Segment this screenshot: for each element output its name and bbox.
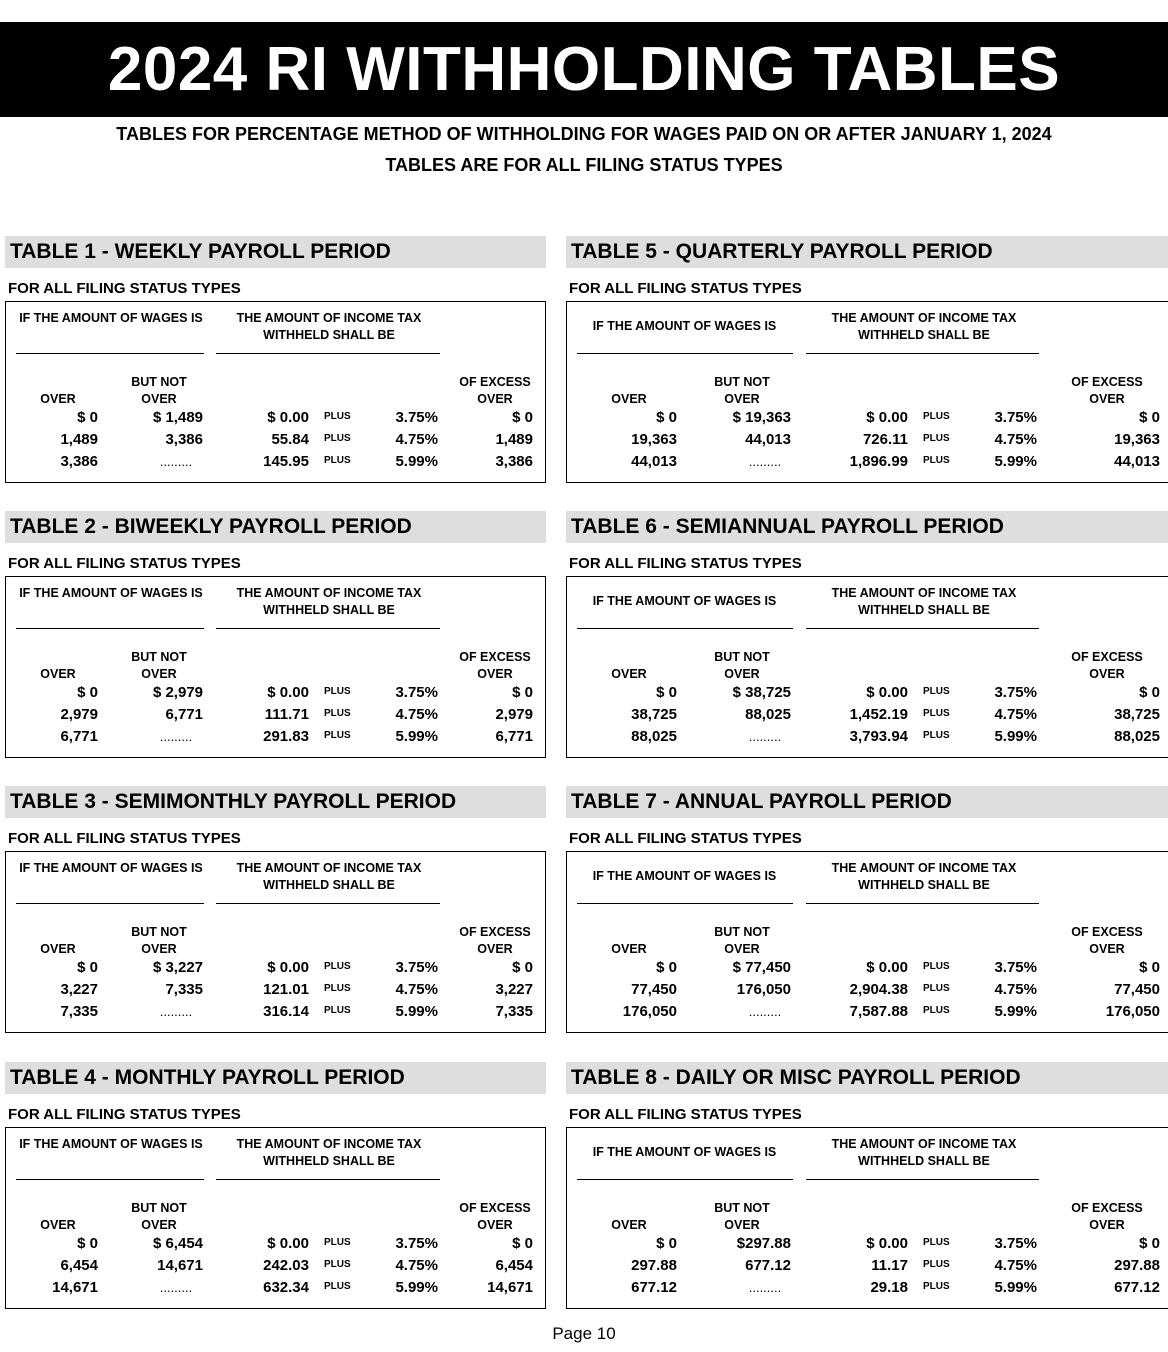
over-value: $ 0 bbox=[656, 409, 677, 426]
over-value: 77,450 bbox=[631, 981, 677, 998]
withholding-table-1 bbox=[5, 236, 546, 483]
table-box bbox=[566, 301, 1168, 483]
excess-over-value: $ 0 bbox=[1139, 959, 1160, 976]
over-value: 7,335 bbox=[60, 1003, 98, 1020]
excess-over-header: OF EXCESS OVER bbox=[459, 375, 531, 406]
table-box bbox=[5, 301, 546, 483]
tax-header: THE AMOUNT OF INCOME TAX WITHHELD SHALL BE bbox=[831, 586, 1017, 617]
over-header: OVER bbox=[40, 392, 76, 406]
base-tax-value: 11.17 bbox=[871, 1257, 908, 1274]
wages-header: IF THE AMOUNT OF WAGES IS bbox=[19, 861, 203, 875]
withholding-table-2 bbox=[5, 511, 546, 758]
wages-header-rule bbox=[577, 353, 793, 354]
plus-label: PLUS bbox=[324, 708, 351, 719]
wages-header-rule bbox=[577, 628, 793, 629]
base-tax-value: $ 0.00 bbox=[866, 409, 908, 426]
but-not-over-header: BUT NOT OVER bbox=[131, 375, 187, 406]
but-not-over-header: BUT NOT OVER bbox=[714, 375, 770, 406]
excess-over-value: 44,013 bbox=[1114, 453, 1160, 470]
but-not-over-value: 677.12 bbox=[745, 1257, 791, 1274]
base-tax-value: 726.11 bbox=[862, 431, 908, 448]
excess-over-value: 6,771 bbox=[495, 728, 533, 745]
but-not-over-header: BUT NOT OVER bbox=[714, 650, 770, 681]
base-tax-value: $ 0.00 bbox=[866, 684, 908, 701]
base-tax-value: 29.18 bbox=[870, 1279, 908, 1296]
over-value: $ 0 bbox=[77, 959, 98, 976]
withholding-table-7 bbox=[566, 786, 1168, 1033]
base-tax-value: $ 0.00 bbox=[267, 409, 309, 426]
plus-label: PLUS bbox=[923, 730, 950, 741]
excess-over-value: $ 0 bbox=[1139, 409, 1160, 426]
over-value: $ 0 bbox=[77, 1235, 98, 1252]
but-not-over-value: 6,771 bbox=[165, 706, 203, 723]
table-title: TABLE 8 - DAILY OR MISC PAYROLL PERIOD bbox=[566, 1062, 1168, 1094]
base-tax-value: 7,587.88 bbox=[849, 1003, 908, 1020]
but-not-over-value: $ 38,725 bbox=[732, 684, 791, 701]
but-not-over-value: $ 1,489 bbox=[152, 409, 203, 426]
excess-over-value: 3,386 bbox=[495, 453, 533, 470]
over-value: 6,454 bbox=[60, 1257, 98, 1274]
excess-over-header: OF EXCESS OVER bbox=[1071, 375, 1143, 406]
table-title: TABLE 1 - WEEKLY PAYROLL PERIOD bbox=[5, 236, 546, 268]
over-value: 297.88 bbox=[631, 1257, 677, 1274]
plus-label: PLUS bbox=[923, 961, 950, 972]
withholding-table-3 bbox=[5, 786, 546, 1033]
base-tax-value: 1,896.99 bbox=[849, 453, 908, 470]
excess-over-value: 14,671 bbox=[487, 1279, 533, 1296]
wages-header: IF THE AMOUNT OF WAGES IS bbox=[19, 311, 203, 325]
rate-value: 3.75% bbox=[395, 959, 438, 976]
excess-over-value: $ 0 bbox=[512, 409, 533, 426]
table-title: TABLE 4 - MONTHLY PAYROLL PERIOD bbox=[5, 1062, 546, 1094]
rate-value: 4.75% bbox=[994, 981, 1037, 998]
but-not-over-value: 7,335 bbox=[165, 981, 203, 998]
withholding-table-6 bbox=[566, 511, 1168, 758]
but-not-over-value: ......... bbox=[748, 1280, 782, 1295]
but-not-over-value: 44,013 bbox=[745, 431, 791, 448]
plus-label: PLUS bbox=[923, 433, 950, 444]
excess-over-header: OF EXCESS OVER bbox=[459, 650, 531, 681]
over-header: OVER bbox=[611, 392, 647, 406]
rate-value: 5.99% bbox=[994, 453, 1037, 470]
plus-label: PLUS bbox=[324, 455, 351, 466]
excess-over-value: 3,227 bbox=[495, 981, 533, 998]
but-not-over-value: ......... bbox=[159, 454, 193, 469]
tax-header-rule bbox=[216, 628, 440, 629]
over-value: 3,227 bbox=[60, 981, 98, 998]
withholding-table-5 bbox=[566, 236, 1168, 483]
excess-over-value: 19,363 bbox=[1114, 431, 1160, 448]
plus-label: PLUS bbox=[324, 1237, 351, 1248]
but-not-over-value: 88,025 bbox=[745, 706, 791, 723]
over-value: $ 0 bbox=[656, 684, 677, 701]
base-tax-value: 3,793.94 bbox=[849, 728, 908, 745]
plus-label: PLUS bbox=[324, 730, 351, 741]
rate-value: 3.75% bbox=[994, 1235, 1037, 1252]
table-title: TABLE 6 - SEMIANNUAL PAYROLL PERIOD bbox=[566, 511, 1168, 543]
excess-over-value: 297.88 bbox=[1114, 1257, 1160, 1274]
excess-over-value: 2,979 bbox=[495, 706, 533, 723]
but-not-over-header: BUT NOT OVER bbox=[131, 650, 187, 681]
base-tax-value: $ 0.00 bbox=[866, 959, 908, 976]
page-number: Page 10 bbox=[552, 1324, 616, 1343]
but-not-over-value: 14,671 bbox=[157, 1257, 203, 1274]
but-not-over-value: ......... bbox=[159, 1280, 193, 1295]
tax-header: THE AMOUNT OF INCOME TAX WITHHELD SHALL BE bbox=[831, 1137, 1017, 1168]
over-value: $ 0 bbox=[656, 1235, 677, 1252]
but-not-over-value: 3,386 bbox=[165, 431, 203, 448]
wages-header: IF THE AMOUNT OF WAGES IS bbox=[592, 319, 777, 333]
base-tax-value: 2,904.38 bbox=[849, 981, 908, 998]
filing-status-label: FOR ALL FILING STATUS TYPES bbox=[8, 1106, 241, 1123]
rate-value: 3.75% bbox=[994, 684, 1037, 701]
plus-label: PLUS bbox=[324, 686, 351, 697]
but-not-over-header: BUT NOT OVER bbox=[714, 1201, 770, 1232]
filing-status-label: FOR ALL FILING STATUS TYPES bbox=[569, 1106, 802, 1123]
wages-header: IF THE AMOUNT OF WAGES IS bbox=[19, 1137, 203, 1151]
table-box bbox=[5, 576, 546, 758]
table-title: TABLE 2 - BIWEEKLY PAYROLL PERIOD bbox=[5, 511, 546, 543]
base-tax-value: 1,452.19 bbox=[849, 706, 908, 723]
but-not-over-value: $297.88 bbox=[736, 1235, 791, 1252]
plus-label: PLUS bbox=[923, 1005, 950, 1016]
plus-label: PLUS bbox=[923, 1237, 950, 1248]
base-tax-value: $ 0.00 bbox=[267, 959, 309, 976]
subtitle-status: TABLES ARE FOR ALL FILING STATUS TYPES bbox=[385, 155, 783, 175]
over-value: 44,013 bbox=[631, 453, 677, 470]
rate-value: 5.99% bbox=[994, 1003, 1037, 1020]
plus-label: PLUS bbox=[324, 983, 351, 994]
rate-value: 3.75% bbox=[994, 959, 1037, 976]
over-value: 88,025 bbox=[631, 728, 677, 745]
plus-label: PLUS bbox=[923, 708, 950, 719]
tax-header-rule bbox=[806, 903, 1039, 904]
rate-value: 4.75% bbox=[395, 981, 438, 998]
excess-over-value: $ 0 bbox=[512, 684, 533, 701]
but-not-over-header: BUT NOT OVER bbox=[131, 1201, 187, 1232]
plus-label: PLUS bbox=[923, 1281, 950, 1292]
filing-status-label: FOR ALL FILING STATUS TYPES bbox=[8, 830, 241, 847]
but-not-over-value: ......... bbox=[748, 454, 782, 469]
base-tax-value: 121.01 bbox=[263, 981, 309, 998]
rate-value: 5.99% bbox=[395, 728, 438, 745]
excess-over-value: 88,025 bbox=[1114, 728, 1160, 745]
tax-header: THE AMOUNT OF INCOME TAX WITHHELD SHALL BE bbox=[831, 861, 1017, 892]
over-value: 2,979 bbox=[60, 706, 98, 723]
base-tax-value: 242.03 bbox=[263, 1257, 309, 1274]
rate-value: 3.75% bbox=[994, 409, 1037, 426]
over-value: 38,725 bbox=[631, 706, 677, 723]
excess-over-value: 176,050 bbox=[1105, 1003, 1160, 1020]
excess-over-value: 1,489 bbox=[495, 431, 533, 448]
excess-over-value: $ 0 bbox=[1139, 1235, 1160, 1252]
plus-label: PLUS bbox=[324, 433, 351, 444]
base-tax-value: 55.84 bbox=[271, 431, 309, 448]
rate-value: 4.75% bbox=[395, 1257, 438, 1274]
over-value: $ 0 bbox=[656, 959, 677, 976]
filing-status-label: FOR ALL FILING STATUS TYPES bbox=[569, 280, 802, 297]
filing-status-label: FOR ALL FILING STATUS TYPES bbox=[8, 280, 241, 297]
rate-value: 5.99% bbox=[994, 728, 1037, 745]
table-box bbox=[566, 1127, 1168, 1309]
over-header: OVER bbox=[40, 1218, 76, 1232]
over-value: 1,489 bbox=[60, 431, 98, 448]
wages-header-rule bbox=[577, 1179, 793, 1180]
rate-value: 4.75% bbox=[994, 431, 1037, 448]
tax-header: THE AMOUNT OF INCOME TAX WITHHELD SHALL BE bbox=[236, 311, 422, 342]
withholding-table-8 bbox=[566, 1062, 1168, 1309]
over-value: 677.12 bbox=[631, 1279, 677, 1296]
excess-over-value: 7,335 bbox=[495, 1003, 533, 1020]
base-tax-value: $ 0.00 bbox=[267, 684, 309, 701]
but-not-over-value: ......... bbox=[748, 1004, 782, 1019]
but-not-over-value: 176,050 bbox=[736, 981, 791, 998]
plus-label: PLUS bbox=[923, 1259, 950, 1270]
over-header: OVER bbox=[611, 942, 647, 956]
table-title: TABLE 3 - SEMIMONTHLY PAYROLL PERIOD bbox=[5, 786, 546, 818]
base-tax-value: $ 0.00 bbox=[866, 1235, 908, 1252]
rate-value: 4.75% bbox=[395, 706, 438, 723]
wages-header-rule bbox=[16, 1179, 204, 1180]
plus-label: PLUS bbox=[324, 411, 351, 422]
table-title: TABLE 7 - ANNUAL PAYROLL PERIOD bbox=[566, 786, 1168, 818]
rate-value: 4.75% bbox=[994, 1257, 1037, 1274]
base-tax-value: $ 0.00 bbox=[267, 1235, 309, 1252]
excess-over-value: 677.12 bbox=[1114, 1279, 1160, 1296]
wages-header-rule bbox=[577, 903, 793, 904]
plus-label: PLUS bbox=[324, 1005, 351, 1016]
over-header: OVER bbox=[611, 1218, 647, 1232]
rate-value: 4.75% bbox=[994, 706, 1037, 723]
withholding-table-4 bbox=[5, 1062, 546, 1309]
plus-label: PLUS bbox=[324, 1259, 351, 1270]
but-not-over-value: $ 77,450 bbox=[732, 959, 791, 976]
but-not-over-value: ......... bbox=[159, 729, 193, 744]
base-tax-value: 632.34 bbox=[263, 1279, 309, 1296]
wages-header: IF THE AMOUNT OF WAGES IS bbox=[19, 586, 203, 600]
but-not-over-value: $ 2,979 bbox=[152, 684, 203, 701]
over-value: 19,363 bbox=[631, 431, 677, 448]
filing-status-label: FOR ALL FILING STATUS TYPES bbox=[8, 555, 241, 572]
rate-value: 3.75% bbox=[395, 1235, 438, 1252]
plus-label: PLUS bbox=[923, 455, 950, 466]
but-not-over-value: ......... bbox=[159, 1004, 193, 1019]
subtitle-method: TABLES FOR PERCENTAGE METHOD OF WITHHOLDING FOR WAGES PAID ON OR AFTER JANUARY 1, 2024 bbox=[116, 124, 1052, 144]
wages-header-rule bbox=[16, 903, 204, 904]
but-not-over-value: $ 3,227 bbox=[152, 959, 203, 976]
rate-value: 5.99% bbox=[395, 1279, 438, 1296]
excess-over-value: 6,454 bbox=[495, 1257, 533, 1274]
table-box bbox=[5, 851, 546, 1033]
wages-header: IF THE AMOUNT OF WAGES IS bbox=[592, 869, 777, 883]
wages-header-rule bbox=[16, 353, 204, 354]
tax-header: THE AMOUNT OF INCOME TAX WITHHELD SHALL BE bbox=[236, 586, 422, 617]
rate-value: 5.99% bbox=[994, 1279, 1037, 1296]
base-tax-value: 291.83 bbox=[263, 728, 309, 745]
but-not-over-value: $ 19,363 bbox=[732, 409, 791, 426]
table-box bbox=[566, 851, 1168, 1033]
page-title: 2024 RI WITHHOLDING TABLES bbox=[0, 22, 1168, 117]
excess-over-value: 77,450 bbox=[1114, 981, 1160, 998]
tax-header: THE AMOUNT OF INCOME TAX WITHHELD SHALL BE bbox=[236, 861, 422, 892]
table-title: TABLE 5 - QUARTERLY PAYROLL PERIOD bbox=[566, 236, 1168, 268]
table-box bbox=[5, 1127, 546, 1309]
filing-status-label: FOR ALL FILING STATUS TYPES bbox=[569, 830, 802, 847]
rate-value: 3.75% bbox=[395, 409, 438, 426]
excess-over-header: OF EXCESS OVER bbox=[1071, 1201, 1143, 1232]
but-not-over-header: BUT NOT OVER bbox=[131, 925, 187, 956]
excess-over-header: OF EXCESS OVER bbox=[459, 925, 531, 956]
over-value: $ 0 bbox=[77, 684, 98, 701]
excess-over-value: $ 0 bbox=[512, 1235, 533, 1252]
base-tax-value: 145.95 bbox=[263, 453, 309, 470]
excess-over-value: 38,725 bbox=[1114, 706, 1160, 723]
over-header: OVER bbox=[40, 667, 76, 681]
filing-status-label: FOR ALL FILING STATUS TYPES bbox=[569, 555, 802, 572]
over-value: 6,771 bbox=[60, 728, 98, 745]
tax-header: THE AMOUNT OF INCOME TAX WITHHELD SHALL BE bbox=[236, 1137, 422, 1168]
tax-header: THE AMOUNT OF INCOME TAX WITHHELD SHALL BE bbox=[831, 311, 1017, 342]
tax-header-rule bbox=[806, 628, 1039, 629]
plus-label: PLUS bbox=[923, 686, 950, 697]
rate-value: 5.99% bbox=[395, 453, 438, 470]
plus-label: PLUS bbox=[923, 411, 950, 422]
excess-over-value: $ 0 bbox=[1139, 684, 1160, 701]
tax-header-rule bbox=[806, 1179, 1039, 1180]
over-value: $ 0 bbox=[77, 409, 98, 426]
table-box bbox=[566, 576, 1168, 758]
but-not-over-value: $ 6,454 bbox=[152, 1235, 203, 1252]
but-not-over-value: ......... bbox=[748, 729, 782, 744]
plus-label: PLUS bbox=[324, 961, 351, 972]
tax-header-rule bbox=[806, 353, 1039, 354]
plus-label: PLUS bbox=[923, 983, 950, 994]
over-value: 176,050 bbox=[622, 1003, 677, 1020]
plus-label: PLUS bbox=[324, 1281, 351, 1292]
wages-header-rule bbox=[16, 628, 204, 629]
base-tax-value: 111.71 bbox=[264, 706, 309, 723]
wages-header: IF THE AMOUNT OF WAGES IS bbox=[592, 1145, 777, 1159]
rate-value: 5.99% bbox=[395, 1003, 438, 1020]
tax-header-rule bbox=[216, 903, 440, 904]
excess-over-header: OF EXCESS OVER bbox=[1071, 925, 1143, 956]
rate-value: 3.75% bbox=[395, 684, 438, 701]
over-value: 14,671 bbox=[52, 1279, 98, 1296]
but-not-over-header: BUT NOT OVER bbox=[714, 925, 770, 956]
excess-over-value: $ 0 bbox=[512, 959, 533, 976]
over-value: 3,386 bbox=[60, 453, 98, 470]
wages-header: IF THE AMOUNT OF WAGES IS bbox=[592, 594, 777, 608]
tax-header-rule bbox=[216, 353, 440, 354]
base-tax-value: 316.14 bbox=[263, 1003, 309, 1020]
over-header: OVER bbox=[40, 942, 76, 956]
excess-over-header: OF EXCESS OVER bbox=[459, 1201, 531, 1232]
tax-header-rule bbox=[216, 1179, 440, 1180]
excess-over-header: OF EXCESS OVER bbox=[1071, 650, 1143, 681]
over-header: OVER bbox=[611, 667, 647, 681]
rate-value: 4.75% bbox=[395, 431, 438, 448]
